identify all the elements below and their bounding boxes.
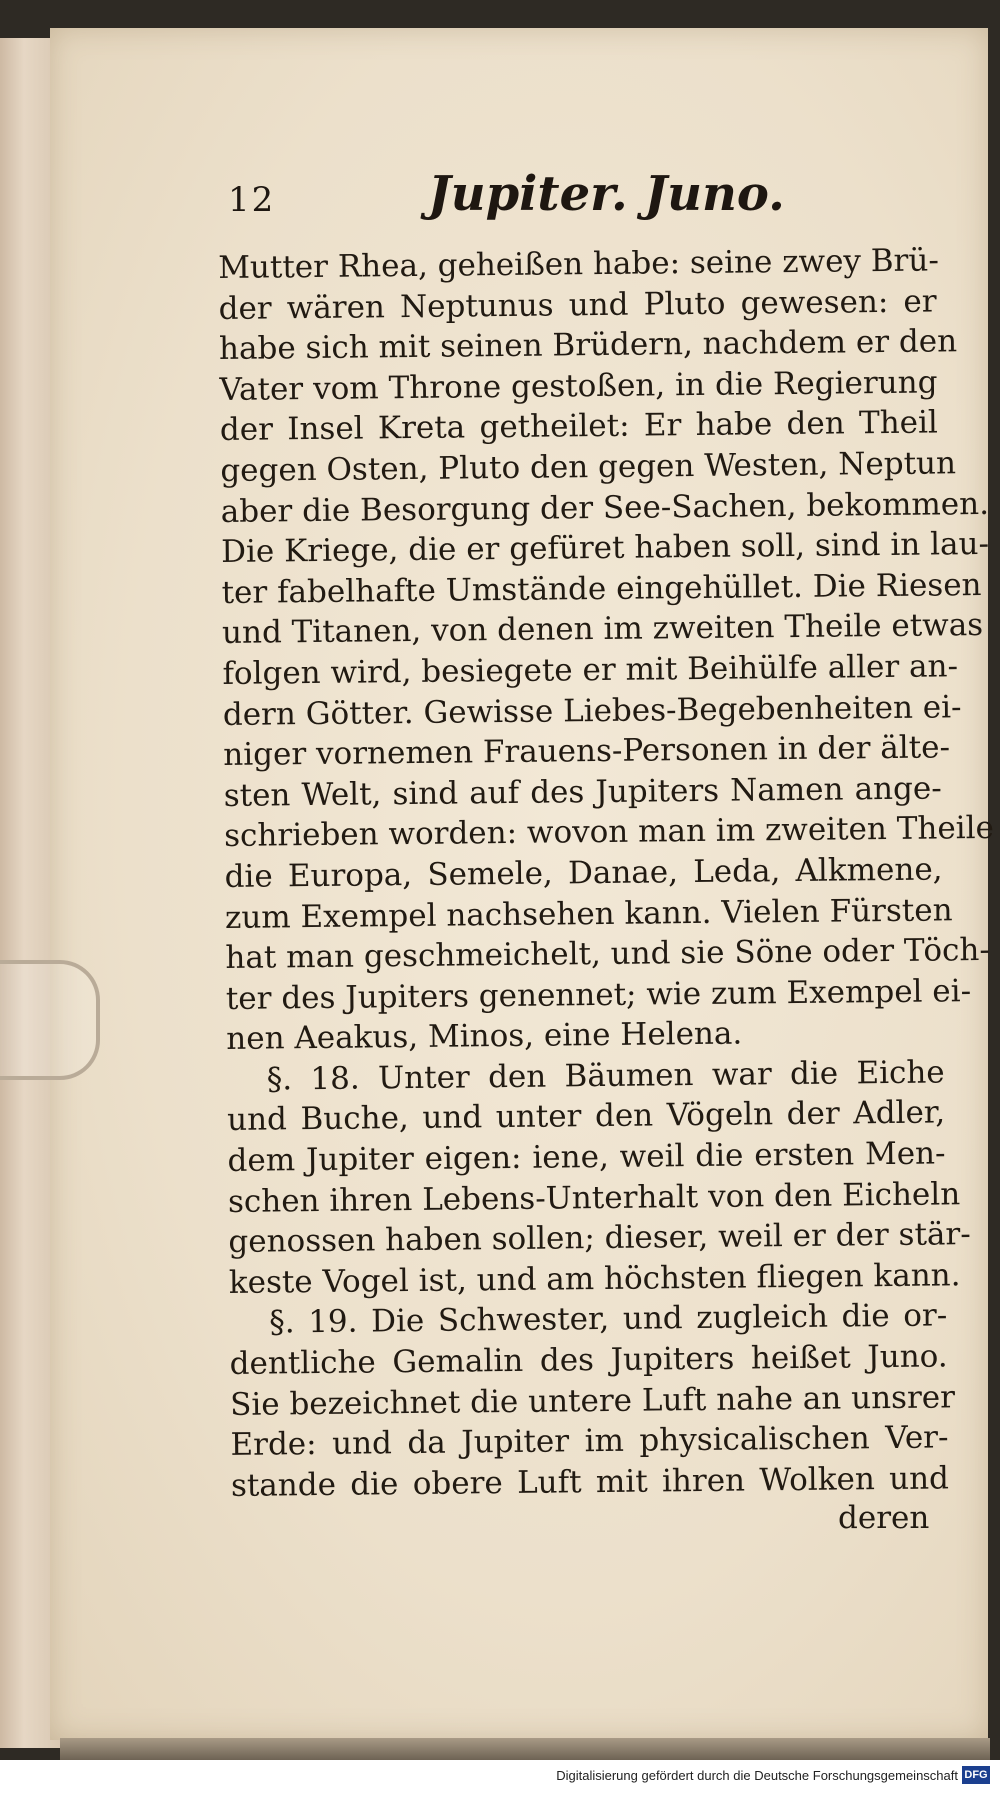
text-line: Sie bezeichnet die untere Luft nahe an unsrer bbox=[229, 1378, 956, 1423]
text-line: §. 19. Die Schwester, und zugleich die or- bbox=[269, 1297, 948, 1341]
text-line: sten Welt, sind auf des Jupiters Namen ange- bbox=[223, 770, 942, 814]
text-line: der Insel Kreta getheilet: Er habe den Theil bbox=[219, 404, 939, 449]
text-line: habe sich mit seinen Brüdern, nachdem er den bbox=[218, 323, 958, 368]
text-line: folgen wird, besiegete er mit Beihülfe aller an- bbox=[222, 648, 959, 692]
text-line: nen Aeakus, Minos, eine Helena. bbox=[226, 1015, 743, 1058]
text-line: der wären Neptunus und Pluto gewesen: er bbox=[218, 283, 937, 327]
footer-credit: Digitalisierung gefördert durch die Deutsche Forschungsgemeinschaft bbox=[556, 1768, 958, 1783]
text-line: dern Götter. Gewisse Liebes-Begebenheiten ei- bbox=[222, 688, 962, 733]
text-line: Vater vom Throne gestoßen, in die Regierung bbox=[219, 364, 938, 408]
text-line: genossen haben sollen; dieser, weil er der stär- bbox=[228, 1216, 971, 1261]
footer-bar bbox=[0, 1760, 1000, 1795]
text-line: zum Exempel nachsehen kann. Vielen Fürsten bbox=[224, 891, 953, 936]
text-line: aber die Besorgung der See-Sachen, bekommen. bbox=[220, 485, 990, 530]
text-line: gegen Osten, Pluto den gegen Westen, Neptun bbox=[220, 445, 957, 489]
page-clip bbox=[0, 960, 100, 1080]
text-line: Mutter Rhea, geheißen habe: seine zwey Brü- bbox=[218, 242, 940, 286]
body-text bbox=[218, 240, 995, 1506]
text-line: ter fabelhafte Umstände eingehüllet. Die Riesen bbox=[221, 566, 982, 611]
text-line: Erde: und da Jupiter im physicalischen Ver- bbox=[230, 1419, 949, 1464]
catchword: deren bbox=[838, 1500, 930, 1536]
text-line: und Titanen, von denen im zweiten Theile etwas bbox=[221, 607, 984, 652]
text-line: dentliche Gemalin des Jupiters heißet Juno. bbox=[229, 1338, 948, 1382]
text-line: hat man geschmeichelt, und sie Söne oder Töch- bbox=[225, 932, 991, 977]
text-line: dem Jupiter eigen: iene, weil die ersten Men- bbox=[227, 1135, 946, 1180]
text-line: stande die obere Luft mit ihren Wolken und bbox=[230, 1460, 950, 1504]
text-line: keste Vogel ist, und am höchsten fliegen kann. bbox=[228, 1257, 961, 1301]
page-header bbox=[228, 166, 828, 236]
page-bottom-edge bbox=[60, 1738, 990, 1760]
text-line: und Buche, und unter den Vögeln der Adler, bbox=[226, 1094, 946, 1139]
text-line: schrieben worden: wovon man im zweiten Theile bbox=[223, 810, 995, 855]
text-line: die Europa, Semele, Danae, Leda, Alkmene, bbox=[224, 851, 943, 895]
text-line: §. 18. Unter den Bäumen war die Eiche bbox=[266, 1054, 945, 1098]
dfg-logo: DFG bbox=[962, 1766, 990, 1784]
text-line: schen ihren Lebens-Unterhalt von den Eicheln bbox=[227, 1175, 961, 1220]
text-line: niger vornemen Frauens-Personen in der älte- bbox=[223, 729, 951, 774]
page-number: 12 bbox=[228, 180, 276, 220]
running-head: Jupiter. Juno. bbox=[428, 166, 785, 222]
text-line: ter des Jupiters genennet; wie zum Exempel ei- bbox=[225, 972, 972, 1017]
text-line: Die Kriege, die er gefüret haben soll, sind in lau- bbox=[220, 526, 990, 571]
